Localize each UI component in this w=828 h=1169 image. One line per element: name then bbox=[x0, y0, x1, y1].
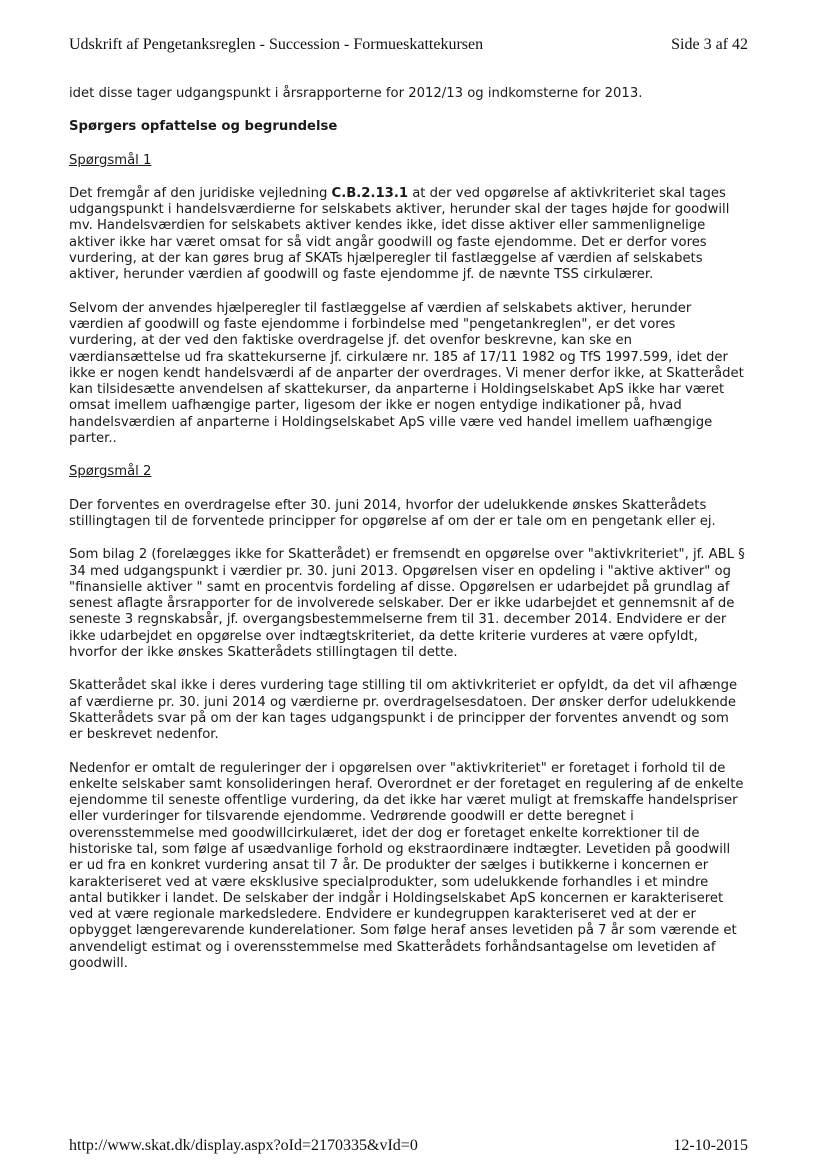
q1-paragraph-1: Det fremgår af den juridiske vejledning C.B.2.13.1 at der ved opgørelse af aktivkriteriet skal tages udgangspunkt i handelsværdierne for selskabets aktiver, herunder skal der tages højde for goodwill mv. Handelsværdien for selskabets aktiver kendes ikke, idet disse aktiver eller sammenlignelige aktiver ikke har været omsat for så vidt angår goodwill og faste ejendomme. Det er derfor vores vurdering, at der kan gøres brug af SKATs hjælperegler til fastlæggelse af værdien af selskabets aktiver, herunder værdien af goodwill og faste ejendomme jf. de nævnte TSS cirkulærer. bbox=[69, 185, 730, 283]
q2-paragraph-1: Der forventes en overdragelse efter 30. juni 2014, hvorfor der udelukkende ønskes Skatterådets stillingtagen til de forventede principper for opgørelse af om der er tale om en pengetank eller ej. bbox=[69, 497, 716, 529]
print-date: 12-10-2015 bbox=[673, 1137, 748, 1154]
q2-paragraph-2: Som bilag 2 (forelægges ikke for Skatterådet) er fremsendt en opgørelse over "aktivkriteriet", jf. ABL § 34 med udgangspunkt i værdier pr. 30. juni 2013. Opgørelsen viser en opdeling i "aktive aktiver" og "finansielle aktiver " samt en procentvis fordeling af disse. Opgørelsen er udarbejdet på grundlag af senest aflagte årsrapporter for de involverede selskaber. Der er ikke udarbejdet et gennemsnit af de seneste 3 regnskabsår, jf. overgangsbestemmelserne frem til 31. december 2014. Endvidere er der ikke udarbejdet en opgørelse over indtægtskriteriet, da dette kriterie vurderes at være opfyldt, hvorfor der ikke ønskes Skatterådets stillingtagen til dette. bbox=[69, 547, 745, 661]
page-footer bbox=[69, 1137, 748, 1155]
question-1-heading: Spørgsmål 1 bbox=[69, 152, 152, 168]
intro-paragraph: idet disse tager udgangspunkt i årsrapporterne for 2012/13 og indkomsterne for 2013. bbox=[69, 86, 643, 101]
q1-paragraph-2: Selvom der anvendes hjælperegler til fastlæggelse af værdien af selskabets aktiver, herunder værdien af goodwill og faste ejendomme i forbindelse med "pengetankreglen", er det vores vurdering, at der ved den faktiske overdragelse jf. det ovenfor beskrevne, kan ske en værdiansættelse ud fra skattekurserne jf. cirkulære nr. 185 af 17/11 1982 og TfS 1997.599, idet der ikke er nogen kendt handelsværdi af de anparter der overdrages. Vi mener derfor ikke, at Skatterådet kan tilsidesætte anvendelsen af skattekurser, da anparterne i Holdingselskabet ApS ikke har været omsat imellem uafhængige parter, ligesom der ikke er nogen entydige indikationer på, hvad handelsværdien af anparterne i Holdingselskabet ApS ville være ved handel imellem uafhængige parter.. bbox=[69, 300, 744, 447]
guidance-reference: C.B.2.13.1 bbox=[331, 185, 409, 201]
question-2-heading: Spørgsmål 2 bbox=[69, 464, 152, 480]
section-heading: Spørgers opfattelse og begrundelse bbox=[69, 119, 338, 135]
page-number: Side 3 af 42 bbox=[671, 36, 748, 53]
source-url: http://www.skat.dk/display.aspx?oId=2170335&vId=0 bbox=[69, 1137, 418, 1154]
page-header bbox=[69, 36, 748, 54]
document-body bbox=[69, 86, 745, 989]
document-title: Udskrift af Pengetanksreglen - Succession - Formueskattekursen bbox=[69, 36, 484, 53]
q2-paragraph-3: Skatterådet skal ikke i deres vurdering tage stilling til om aktivkriteriet er opfyldt, da det vil afhænge af værdierne pr. 30. juni 2014 og værdierne pr. overdragelsesdatoen. Der ønsker derfor udelukkende Skatterådets svar på om der kan tages udgangspunkt i de principper der forventes anvendt og som er beskrevet nedenfor. bbox=[69, 678, 738, 743]
q2-paragraph-4: Nedenfor er omtalt de reguleringer der i opgørelsen over "aktivkriteriet" er foretaget i forhold til de enkelte selskaber samt konsolideringen heraf. Overordnet er der foretaget en regulering af de enkelte ejendomme til seneste offentlige vurdering, da det ikke har været muligt at fremskaffe handelspriser eller vurderinger for tilsvarende ejendomme. Vedrørende goodwill er dette beregnet i overensstemmelse med goodwillcirkulæret, idet der dog er foretaget enkelte korrektioner til de historiske tal, som følge af usædvanlige forhold og ekstraordinære indtægter. Levetiden på goodwill er ud fra en konkret vurdering ansat til 7 år. De produkter der sælges i butikkerne i koncernen er karakteriseret ved at være eksklusive specialprodukter, som udelukkende forhandles i et mindre antal butikker i landet. De selskaber der indgår i Holdingselskabet ApS koncernen er karakteriseret ved at være regionale markedsledere. Endvidere er kundegruppen karakteriseret ved at der er opbygget længerevarende kunderelationer. Som følge heraf anses levetiden på 7 år som værende et anvendeligt estimat og i overensstemmelse med Skatterådets forhåndsantagelse om levetiden af goodwill. bbox=[69, 760, 744, 972]
